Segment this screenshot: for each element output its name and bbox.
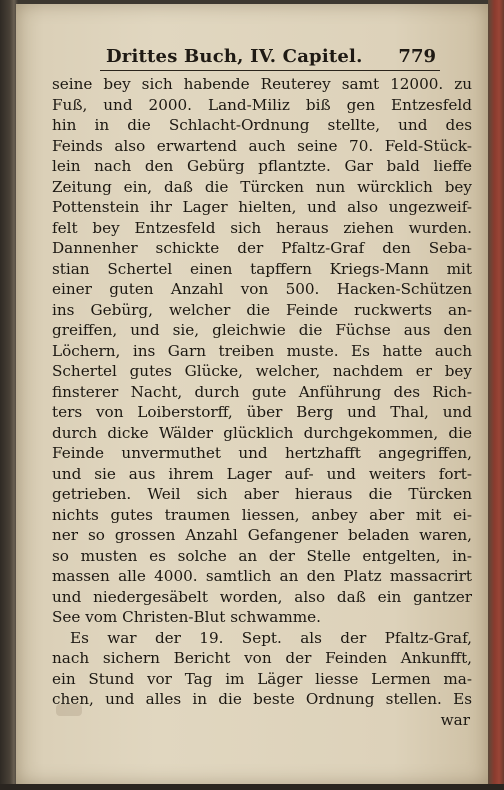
catchword: war — [440, 710, 470, 729]
text-line: ins Gebürg, welcher die Feinde ruckwerts an- — [52, 300, 472, 319]
text-line: so musten es solche an der Stelle entgelten, in- — [52, 546, 472, 565]
text-line: finsterer Nacht, durch gute Anführung des Rich- — [52, 382, 472, 401]
text-line: ters von Loiberstorff, über Berg und Thal, und — [52, 403, 472, 421]
text-line: durch dicke Wälder glücklich durchgekommen, die — [52, 423, 472, 442]
text-line-paragraph-end: See vom Christen-Blut schwamme. — [52, 608, 321, 626]
running-title: Drittes Buch, IV. Capitel. — [106, 46, 363, 67]
text-line: lein nach den Gebürg pflantzte. Gar bald lieffe — [52, 157, 472, 175]
text-line: chen, und alles in die beste Ordnung stellen. Es — [52, 690, 472, 708]
ink-smudge — [56, 704, 82, 716]
text-line: und sie aus ihrem Lager auf- und weiters fort- — [52, 464, 472, 483]
text-line: Schertel gutes Glücke, welcher, nachdem er bey — [52, 362, 472, 380]
text-line: Zeitung ein, daß die Türcken nun würcklich bey — [52, 177, 472, 196]
text-line: Feinds also erwartend auch seine 70. Feld-Stück- — [52, 136, 472, 155]
text-line: einer guten Anzahl von 500. Hacken-Schützen — [52, 280, 472, 298]
text-line: seine bey sich habende Reuterey samt 12000. zu — [52, 75, 472, 93]
text-line: massen alle 4000. samtlich an den Platz massacrirt — [52, 567, 472, 585]
text-line: felt bey Entzesfeld sich heraus ziehen wurden. — [52, 218, 472, 237]
text-line: Fuß, und 2000. Land-Miliz biß gen Entzesfeld — [52, 95, 472, 114]
text-line: ein Stund vor Tag im Läger liesse Lermen ma- — [52, 669, 472, 688]
text-line: greiffen, und sie, gleichwie die Füchse aus den — [52, 321, 472, 339]
text-line: Löchern, ins Garn treiben muste. Es hatte auch — [52, 341, 472, 360]
text-line: Dannenher schickte der Pfaltz-Graf den Seba- — [52, 239, 472, 257]
page-header — [106, 42, 436, 70]
header-rule — [100, 70, 440, 71]
text-line: Feinde unvermuthet und hertzhafft angegriffen, — [52, 444, 472, 462]
page-number: 779 — [398, 46, 436, 67]
text-line: nichts gutes traumen liessen, anbey aber mit ei- — [52, 505, 472, 524]
body-text — [52, 74, 472, 730]
text-line: und niedergesäbelt worden, also daß ein gantzer — [52, 587, 472, 606]
scan-border — [0, 784, 504, 790]
book-page — [16, 4, 488, 784]
text-line: hin in die Schlacht-Ordnung stellte, und des — [52, 116, 472, 134]
text-line: getrieben. Weil sich aber hieraus die Türcken — [52, 485, 472, 503]
text-line-paragraph-start: Es war der 19. Sept. als der Pfaltz-Graf, — [70, 628, 472, 647]
text-line: stian Schertel einen tapffern Kriegs-Mann mit — [52, 259, 472, 278]
text-line: ner so grossen Anzahl Gefangener beladen waren, — [52, 526, 472, 544]
book-edge — [488, 0, 504, 790]
text-line: nach sichern Bericht von der Feinden Ankunfft, — [52, 649, 472, 667]
text-line: Pottenstein ihr Lager hielten, und also ungezweif- — [52, 198, 472, 216]
